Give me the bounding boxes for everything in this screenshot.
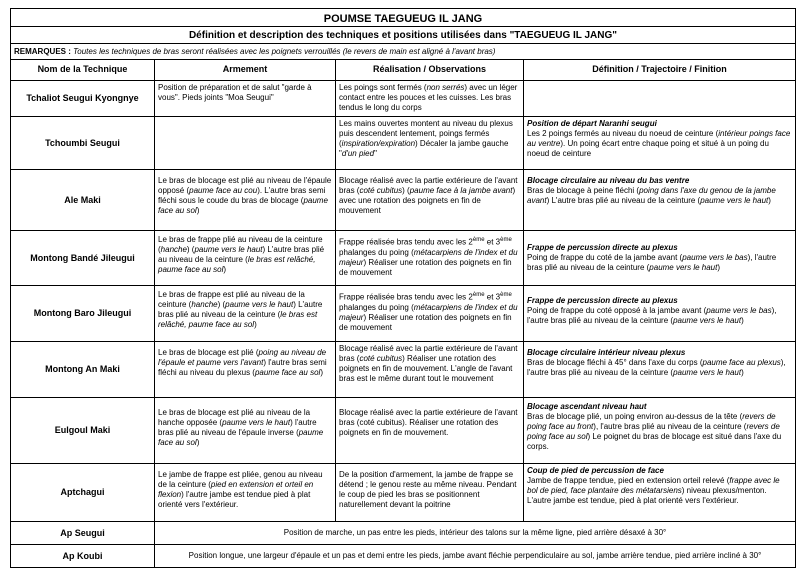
armement-cell: Position de préparation et de salut "garde à vous". Pieds joints "Moa Seugui" xyxy=(154,80,336,117)
armement-cell: Le bras de blocage est plié au niveau de la hanche opposée (paume vers le haut) l'autre bras plié au niveau de l'épaule inverse (paume face au sol) xyxy=(154,397,336,464)
armement-cell: Le jambe de frappe est pliée, genou au niveau de la ceinture (pied en extension et orteil en flexion) l'autre jambe est tendue pied à plat orienté vers l'extérieur. xyxy=(154,463,336,522)
definition-cell: Position de départ Naranhi seugui Les 2 poings fermés au niveau du noeud de ceinture (intérieur poings face au ventre). Un poing écart entre chaque poing et situé à un poing du noeud de ceinture xyxy=(523,116,796,170)
merged-description-cell: Position longue, une largeur d'épaule et un pas et demi entre les pieds, jambe avant fléchie perpendiculaire au sol, jambe arrière tendue, pied arrière incliné à 30° xyxy=(154,544,796,568)
realisation-cell: De la position d'armement, la jambe de frappe se détend ; le genou reste au même niveau. Pendant le coup de pied les bras se positionnent naturellement devant la poitrine xyxy=(335,463,524,522)
document-subtitle: Définition et description des techniques et positions utilisées dans "TAEGUEUG IL JANG" xyxy=(10,26,796,44)
technique-name: Tchaliot Seugui Kyongnye xyxy=(10,80,155,117)
technique-name: Tchoumbi Seugui xyxy=(10,116,155,170)
definition-cell: Coup de pied de percussion de face Jambe de frappe tendue, pied en extension orteil relevé (frappe avec le bol de pied, face plantaire des métatarsiens) niveau plexus/menton. L'autre jambe est tendue, pied à plat orienté vers l'extérieur. xyxy=(523,463,796,522)
technique-name: Montong Bandé Jileugui xyxy=(10,230,155,286)
definition-cell: Blocage circulaire intérieur niveau plexus Bras de blocage fléchi à 45° dans l'axe du corps (paume face au plexus), l'autre bras plié au niveau de la ceinture (paume vers le haut) xyxy=(523,341,796,398)
document-title: POUMSE TAEGUEUG IL JANG xyxy=(10,8,796,27)
armement-cell: Le bras de blocage est plié (poing au niveau de l'épaule et paume vers l'avant) l'autre bras semi fléchi au niveau du plexus (paume face au sol) xyxy=(154,341,336,398)
definition-cell: Blocage circulaire au niveau du bas ventre Bras de blocage à peine fléchi (poing dans l'axe du genou de la jambe avant) L'autre bras plié au niveau de la ceinture (paume vers le haut) xyxy=(523,169,796,231)
armement-cell xyxy=(154,116,336,170)
realisation-cell: Les poings sont fermés (non serrés) avec un léger contact entre les pouces et les cuisses. Les bras tendus le long du corps xyxy=(335,80,524,117)
technique-name: Montong Baro Jileugui xyxy=(10,285,155,342)
definition-cell: Frappe de percussion directe au plexus Poing de frappe du coté opposé à la jambe avant (paume vers le bas), l'autre bras plié au niveau de la ceinture (paume vers le haut) xyxy=(523,285,796,342)
realisation-cell: Blocage réalisé avec la partie extérieure de l'avant bras (coté cubitus). Réaliser une rotation des poignets en fin de mouvement. xyxy=(335,397,524,464)
armement-cell: Le bras de blocage est plié au niveau de l'épaule opposé (paume face au cou). L'autre bras semi fléchi sous le coude du bras de blocage (paume face au sol) xyxy=(154,169,336,231)
remarks-banner xyxy=(10,43,796,60)
realisation-cell: Blocage réalisé avec la partie extérieure de l'avant bras (coté cubitus) Réaliser une rotation des poignets en fin de mouvement. L'angle de l'avant bras est le même durant tout le mouvement xyxy=(335,341,524,398)
remarks-label: REMARQUES : xyxy=(14,47,71,56)
technique-name: Aptchagui xyxy=(10,463,155,522)
technique-name: Ap Koubi xyxy=(10,544,155,568)
realisation-cell: Blocage réalisé avec la partie extérieure de l'avant bras (coté cubitus) (paume face à la jambe avant) avec une rotation des poignets en fin de mouvement xyxy=(335,169,524,231)
armement-cell: Le bras de frappe plié au niveau de la ceinture (hanche) (paume vers le haut) L'autre bras plié au niveau de la ceinture (le bras est relâché, paume face au sol) xyxy=(154,230,336,286)
realisation-cell: Frappe réalisée bras tendu avec les 2ème et 3ème phalanges du poing (métacarpiens de l'index et du majeur) Réaliser une rotation des poignets en fin de mouvement xyxy=(335,285,524,342)
header-armement: Armement xyxy=(154,59,336,81)
remarks-text: Toutes les techniques de bras seront réalisées avec les poignets verrouillés (le revers de main est aligné à l'avant bras) xyxy=(73,47,496,56)
technique-name: Eulgoul Maki xyxy=(10,397,155,464)
technique-name: Ap Seugui xyxy=(10,521,155,545)
technique-name: Ale Maki xyxy=(10,169,155,231)
definition-cell: Frappe de percussion directe au plexus Poing de frappe du coté de la jambe avant (paume vers le bas), l'autre bras plié au niveau de la ceinture (paume vers le haut) xyxy=(523,230,796,286)
definition-cell xyxy=(523,80,796,117)
realisation-cell: Les mains ouvertes montent au niveau du plexus puis descendent lentement, poings fermés (inspiration/expiration) Décaler la jambe gauche "d'un pied" xyxy=(335,116,524,170)
technique-name: Montong An Maki xyxy=(10,341,155,398)
realisation-cell: Frappe réalisée bras tendu avec les 2ème et 3ème phalanges du poing (métacarpiens de l'index et du majeur) Réaliser une rotation des poignets en fin de mouvement xyxy=(335,230,524,286)
armement-cell: Le bras de frappe est plié au niveau de la ceinture (hanche) (paume vers le haut) L'autre bras plié au niveau de la ceinture (le bras est relâché, paume face au sol) xyxy=(154,285,336,342)
definition-cell: Blocage ascendant niveau haut Bras de blocage plié, un poing environ au-dessus de la tête (revers de poing face au front), l'autre bras plié au niveau de la ceinture (revers de poing face au sol) Le poignet du bras de blocage est situé dans l'axe du corps. xyxy=(523,397,796,464)
header-definition: Définition / Trajectoire / Finition xyxy=(523,59,796,81)
merged-description-cell: Position de marche, un pas entre les pieds, intérieur des talons sur la même ligne, pied arrière désaxé à 30° xyxy=(154,521,796,545)
header-name: Nom de la Technique xyxy=(10,59,155,81)
header-realisation: Réalisation / Observations xyxy=(335,59,524,81)
